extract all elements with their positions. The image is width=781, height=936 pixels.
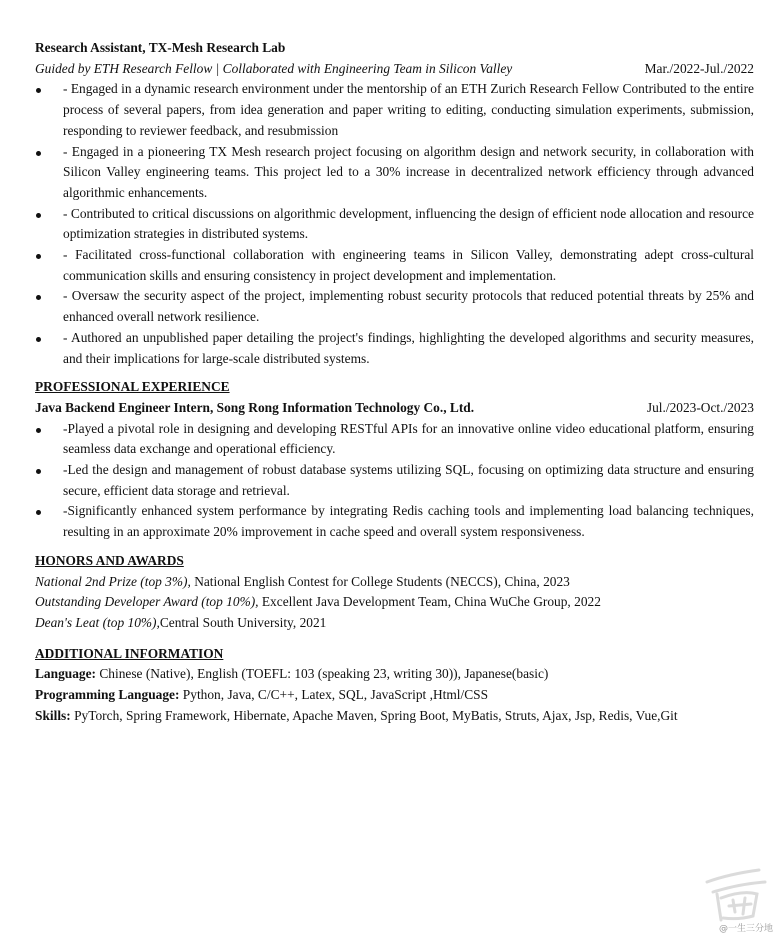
bullet-icon	[36, 151, 41, 156]
list-item	[35, 286, 754, 327]
bullet-text: -Led the design and management of robust database systems utilizing SQL, focusing on optimizing data structure and ensuring secure, efficient data storage and retrieval.	[63, 462, 754, 498]
honor-detail: National English Contest for College Students (NECCS), China, 2023	[190, 573, 570, 589]
bullet-icon	[36, 295, 41, 300]
list-item	[35, 501, 754, 542]
list-item	[35, 142, 754, 204]
bullet-text: -Significantly enhanced system performance by integrating Redis caching tools and implementing load balancing techniques, resulting in an approximate 20% improvement in cache speed and overall system responsiveness.	[63, 503, 754, 540]
bullet-icon	[36, 510, 41, 515]
additional-item	[35, 685, 754, 706]
research-subtitle: Guided by ETH Research Fellow | Collaborated with Engineering Team in Silicon Valley	[35, 60, 513, 76]
research-subtitle-row	[35, 59, 754, 80]
bullet-icon	[36, 88, 41, 93]
experience-bullets	[35, 419, 754, 543]
additional-value: PyTorch, Spring Framework, Hibernate, Apache Maven, Spring Boot, MyBatis, Struts, Ajax, Jsp, Redis, Vue,Git	[70, 707, 678, 723]
bullet-text: - Engaged in a pioneering TX Mesh research project focusing on algorithm design and network security, in collaboration with Silicon Valley engineering teams. This project led to a 30% increase in decentralized network efficiency through advanced algorithmic enhancements.	[63, 143, 754, 200]
watermark-logo-icon	[699, 860, 773, 930]
bullet-icon	[36, 337, 41, 342]
honor-detail: Excellent Java Development Team, China WuChe Group, 2022	[258, 594, 601, 610]
list-item	[35, 460, 754, 501]
honors-heading: HONORS AND AWARDS	[35, 552, 184, 568]
honor-award: National 2nd Prize (top 3%),	[35, 573, 191, 589]
bullet-text: - Authored an unpublished paper detailing the project's findings, highlighting the developed algorithms and security measures, and their implications for large-scale distributed systems.	[63, 329, 754, 366]
additional-heading: ADDITIONAL INFORMATION	[35, 645, 224, 661]
bullet-text: - Engaged in a dynamic research environment under the mentorship of an ETH Zurich Research Fellow Contributed to the entire process of several papers, from idea generation and paper writing to editing, conducting simulation experiments, submission, responding to reviewer feedback, and resubmission	[63, 81, 754, 138]
list-item	[35, 79, 754, 141]
additional-value: Chinese (Native), English (TOEFL: 103 (speaking 23, writing 30)), Japanese(basic)	[96, 666, 549, 682]
bullet-icon	[36, 428, 41, 433]
research-bullets	[35, 79, 754, 369]
bullet-text: - Contributed to critical discussions on algorithmic development, influencing the design of efficient node allocation and resource optimization strategies in distributed systems.	[63, 205, 754, 242]
honor-item	[35, 613, 754, 634]
additional-label: Programming Language:	[35, 687, 180, 703]
honor-item	[35, 592, 754, 613]
experience-date: Jul./2023-Oct./2023	[646, 399, 754, 415]
experience-heading: PROFESSIONAL EXPERIENCE	[35, 379, 230, 395]
honor-award: Dean's Leat (top 10%),	[35, 614, 160, 630]
bullet-icon	[36, 213, 41, 218]
watermark-text: @一生三分地	[718, 924, 773, 934]
research-date: Mar./2022-Jul./2022	[644, 60, 754, 76]
list-item	[35, 419, 754, 460]
resume-page	[35, 38, 754, 727]
bullet-text: - Facilitated cross-functional collaboration with engineering teams in Silicon Valley, demonstrating adept cross-cultural communication skills and ensuring consistency in project development and implementation.	[63, 247, 754, 283]
bullet-text: -Played a pivotal role in designing and developing RESTful APIs for an innovative online video educational platform, ensuring seamless data exchange and operational efficiency.	[63, 420, 754, 457]
additional-label: Language:	[35, 666, 97, 682]
honor-award: Outstanding Developer Award (top 10%),	[35, 594, 259, 610]
additional-value: Python, Java, C/C++, Latex, SQL, JavaScript ,Html/CSS	[179, 687, 489, 703]
additional-label: Skills:	[35, 707, 71, 723]
list-item	[35, 204, 754, 245]
research-title: Research Assistant, TX-Mesh Research Lab	[35, 40, 286, 55]
additional-item	[35, 664, 754, 685]
honor-item	[35, 572, 754, 593]
bullet-text: - Oversaw the security aspect of the project, implementing robust security protocols that reduced potential threats by 25% and enhanced overall network resilience.	[63, 288, 754, 325]
list-item	[35, 328, 754, 369]
bullet-icon	[36, 254, 41, 259]
additional-item	[35, 706, 754, 727]
list-item	[35, 245, 754, 286]
bullet-icon	[36, 469, 41, 474]
honor-detail: Central South University, 2021	[159, 614, 327, 630]
experience-title-row	[35, 398, 754, 419]
experience-title: Java Backend Engineer Intern, Song Rong Information Technology Co., Ltd.	[35, 399, 475, 415]
